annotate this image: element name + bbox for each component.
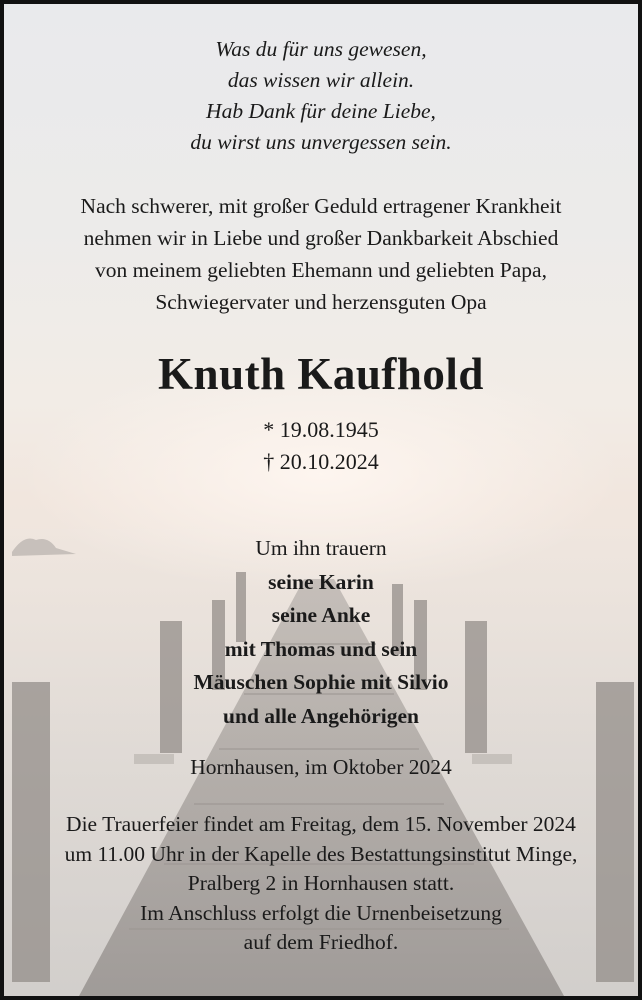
poem-line: du wirst uns unvergessen sein. bbox=[190, 130, 452, 154]
funeral-line: Die Trauerfeier findet am Freitag, dem 15. November 2024 bbox=[66, 812, 576, 836]
funeral-details bbox=[4, 810, 638, 958]
intro-line: Nach schwerer, mit großer Geduld ertragener Krankheit bbox=[80, 194, 562, 218]
mourners-list bbox=[4, 532, 638, 733]
place-and-date: Hornhausen, im Oktober 2024 bbox=[190, 755, 452, 779]
intro-text bbox=[4, 190, 638, 318]
intro-line: Schwiegervater und herzensguten Opa bbox=[155, 290, 487, 314]
mourners-intro: Um ihn trauern bbox=[255, 536, 387, 560]
birth-date: * 19.08.1945 bbox=[263, 417, 379, 442]
mourner-line: seine Anke bbox=[271, 603, 371, 627]
deceased-name: Knuth Kaufhold bbox=[158, 349, 484, 399]
mourner-line: mit Thomas und sein bbox=[224, 636, 418, 661]
funeral-line: um 11.00 Uhr in der Kapelle des Bestattungsinstitut Minge, bbox=[64, 841, 578, 866]
mourner-line: seine Karin bbox=[268, 569, 374, 594]
mourner-line: Mäuschen Sophie mit Silvio bbox=[193, 670, 449, 694]
poem-line: das wissen wir allein. bbox=[227, 68, 415, 92]
memorial-poem bbox=[4, 34, 638, 158]
mourner-line: und alle Angehörigen bbox=[223, 703, 419, 728]
intro-line: von meinem geliebten Ehemann und geliebten Papa, bbox=[95, 258, 547, 282]
poem-line: Was du für uns gewesen, bbox=[215, 37, 427, 61]
funeral-line: Im Anschluss erfolgt die Urnenbeisetzung bbox=[140, 900, 502, 925]
obituary-content bbox=[4, 4, 638, 996]
poem-line: Hab Dank für deine Liebe, bbox=[206, 99, 436, 123]
funeral-line: auf dem Friedhof. bbox=[243, 930, 399, 954]
intro-line: nehmen wir in Liebe und großer Dankbarkeit Abschied bbox=[83, 226, 559, 250]
funeral-line: Pralberg 2 in Hornhausen statt. bbox=[187, 871, 455, 895]
death-date: † 20.10.2024 bbox=[263, 449, 379, 474]
